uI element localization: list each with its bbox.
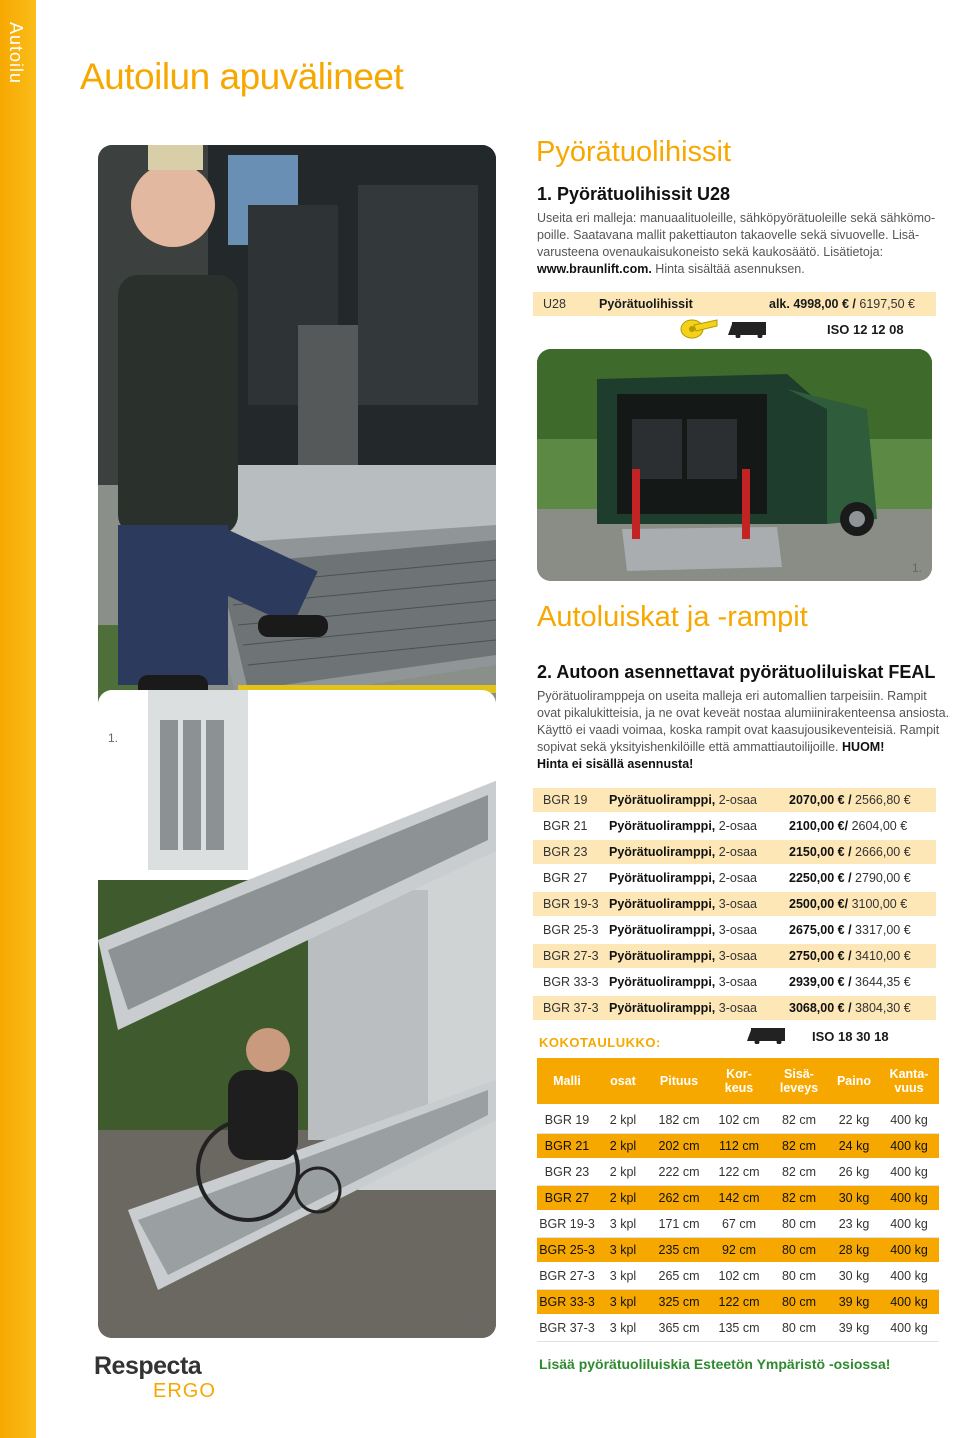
spec-table-cell: 24 kg xyxy=(838,1139,870,1153)
spec-table-cell: 2 kpl xyxy=(609,1165,637,1179)
spec-table-cell: 92 cm xyxy=(721,1243,757,1257)
spec-table-row xyxy=(537,1290,939,1314)
logo-ergo: ERGO xyxy=(153,1380,216,1402)
spec-table-cell: 222 cm xyxy=(658,1165,700,1179)
col-header: Paino xyxy=(836,1074,872,1088)
spec-table-cell: 112 cm xyxy=(718,1139,760,1153)
spec-table-cell: 23 kg xyxy=(838,1217,870,1231)
van-icon xyxy=(728,320,766,343)
price-row: BGR 37-3 Pyörätuoliramppi, 3-osaa 3068,00 € / 3804,30 € xyxy=(533,996,936,1020)
spec-table-cell: 325 cm xyxy=(658,1295,700,1309)
section-title-ramps: Autoluiskat ja -rampit xyxy=(537,601,808,633)
spec-table-cell: BGR 37-3 xyxy=(539,1321,595,1335)
ramps-description: Pyörätuoliramppeja on useita malleja eri automallien tarpeisiin. Rampit ovat pikalukitteisia, ja ne ovat keveät nostaa alumiinirakenteensa ansiosta. Käyttö ei vaadi voimaa, koska rampit ovat kaasujousikeventeisiä. Rampit sopivat sekä yksityishenkilöille että ammattiautoilijoille. HUOM! Hinta ei sisällä asennusta! xyxy=(537,689,950,771)
spec-table-cell: 102 cm xyxy=(718,1269,760,1283)
spec-table-cell: 365 cm xyxy=(658,1321,700,1335)
col-header: osat xyxy=(610,1074,636,1088)
spec-table-cell: 3 kpl xyxy=(609,1295,637,1309)
spec-table-row xyxy=(537,1212,939,1236)
spec-table-cell: BGR 27 xyxy=(544,1191,590,1205)
spec-table-cell: 2 kpl xyxy=(609,1139,637,1153)
photo-van-label: 1. xyxy=(912,561,923,575)
price-row: BGR 19 Pyörätuoliramppi, 2-osaa 2070,00 € / 2566,80 € xyxy=(533,788,936,812)
col-header: Kor- keus xyxy=(724,1067,754,1095)
spec-table-cell: 2 kpl xyxy=(609,1113,637,1127)
spec-table-row xyxy=(537,1108,939,1132)
iso-code-lifts: ISO 12 12 08 xyxy=(827,322,904,337)
col-header: Sisä- leveys xyxy=(779,1067,819,1095)
installation-note: Hinta ei sisällä asennusta! xyxy=(537,757,694,771)
price-row: BGR 21 Pyörätuoliramppi, 2-osaa 2100,00 €/ 2604,00 € xyxy=(543,819,908,833)
price-row: BGR 27-3 Pyörätuoliramppi, 3-osaa 2750,00 € / 3410,00 € xyxy=(533,944,936,968)
spec-table-cell: 67 cm xyxy=(721,1217,757,1231)
spec-table-cell: 39 kg xyxy=(838,1295,870,1309)
side-tab-strip xyxy=(0,0,36,1438)
spec-table-cell: BGR 19-3 xyxy=(539,1217,595,1231)
iso-code-ramps: ISO 18 30 18 xyxy=(812,1029,889,1044)
spec-table-cell: 400 kg xyxy=(890,1139,928,1153)
spec-table-cell: 2 kpl xyxy=(609,1191,637,1205)
lift-photo-illustration xyxy=(98,145,496,765)
lifts-price-row: U28 Pyörätuolihissit alk. 4998,00 € / 6197,50 € xyxy=(533,292,936,316)
price-row: BGR 33-3 Pyörätuoliramppi, 3-osaa 2939,00 € / 3644,35 € xyxy=(543,975,911,989)
spec-table-cell: 3 kpl xyxy=(609,1217,637,1231)
spec-table-row xyxy=(537,1134,939,1158)
spec-table-cell: BGR 33-3 xyxy=(539,1295,595,1309)
spec-table-row xyxy=(537,1316,939,1340)
lifts-description: Useita eri malleja: manuaalituoleille, sähköpyörätuoleille sekä sähkömo- poille. Saatavana mallit pakettiauton takaovelle sekä sivuovelle. Lisä- varusteena ovenaukaisukoneisto sekä kaukosäätö. Lisätietoja: www.braunlift.com. Hinta sisältää asennuksen. xyxy=(537,211,936,276)
section-title-lifts: Pyörätuolihissit xyxy=(536,136,732,168)
spec-table-cell: 122 cm xyxy=(718,1295,760,1309)
van-icon xyxy=(747,1026,785,1049)
spec-table-cell: 400 kg xyxy=(890,1191,928,1205)
photo-lift-label: 1. xyxy=(108,731,119,745)
spec-table-row xyxy=(537,1186,939,1210)
price-row: BGR 23 Pyörätuoliramppi, 2-osaa 2150,00 € / 2666,00 € xyxy=(533,840,936,864)
col-header: Pituus xyxy=(659,1074,699,1088)
photo-ramp-label: 2. xyxy=(469,1316,480,1330)
spec-table-cell: 400 kg xyxy=(890,1217,928,1231)
spec-table-row xyxy=(537,1264,939,1288)
spec-table-cell: 400 kg xyxy=(890,1269,928,1283)
photo-ramp xyxy=(98,690,496,1338)
spec-table-cell: 82 cm xyxy=(781,1113,817,1127)
spec-table-cell: 265 cm xyxy=(658,1269,700,1283)
spec-table-cell: 82 cm xyxy=(781,1139,817,1153)
spec-table-cell: 80 cm xyxy=(781,1217,817,1231)
spec-table-cell: 235 cm xyxy=(658,1243,700,1257)
spec-table-cell: BGR 23 xyxy=(544,1165,590,1179)
spec-table-cell: 400 kg xyxy=(890,1165,928,1179)
spec-table-cell: 30 kg xyxy=(838,1269,870,1283)
spec-table-cell: 400 kg xyxy=(890,1321,928,1335)
photo-wheelchair-lift xyxy=(98,145,496,765)
logo-respecta: Respecta xyxy=(94,1352,202,1380)
col-header: Kanta- vuus xyxy=(889,1067,929,1095)
spec-table-cell: 82 cm xyxy=(781,1191,817,1205)
price-row: BGR 19-3 Pyörätuoliramppi, 3-osaa 2500,00 €/ 3100,00 € xyxy=(533,892,936,916)
spec-table-cell: 28 kg xyxy=(838,1243,870,1257)
spec-table-cell: 135 cm xyxy=(718,1321,760,1335)
spec-table-cell: 142 cm xyxy=(718,1191,760,1205)
heading-ramps: 2. Autoon asennettavat pyörätuoliluiskat FEAL xyxy=(537,662,936,682)
spec-table-cell: 3 kpl xyxy=(609,1269,637,1283)
spec-table-cell: 22 kg xyxy=(838,1113,870,1127)
spec-table-cell: 182 cm xyxy=(658,1113,700,1127)
braunlift-link[interactable]: www.braunlift.com. xyxy=(537,262,652,276)
price-row: BGR 27 Pyörätuoliramppi, 2-osaa 2250,00 € / 2790,00 € xyxy=(543,871,911,885)
spec-table-cell: 80 cm xyxy=(781,1243,817,1257)
spec-table-cell: 3 kpl xyxy=(609,1321,637,1335)
spec-table-header xyxy=(537,1058,939,1104)
size-table-label: KOKOTAULUKKO: xyxy=(539,1035,661,1050)
van-photo-illustration xyxy=(537,349,932,581)
spec-table-cell: BGR 21 xyxy=(544,1139,590,1153)
spec-table-cell: 202 cm xyxy=(658,1139,700,1153)
spec-table-row xyxy=(537,1160,939,1184)
spec-table-cell: 3 kpl xyxy=(609,1243,637,1257)
spec-table-cell: 80 cm xyxy=(781,1269,817,1283)
page-title: Autoilun apuvälineet xyxy=(80,56,404,97)
spec-table-cell: 102 cm xyxy=(718,1113,760,1127)
photo-van-lift xyxy=(537,349,932,581)
spec-table-cell: 400 kg xyxy=(890,1113,928,1127)
heading-lifts: 1. Pyörätuolihissit U28 xyxy=(537,184,731,204)
row-divider xyxy=(537,1341,939,1342)
spec-table-cell: 30 kg xyxy=(838,1191,870,1205)
col-header: Malli xyxy=(553,1074,581,1088)
spec-table-cell: BGR 25-3 xyxy=(539,1243,595,1257)
spec-table-cell: 171 cm xyxy=(658,1217,700,1231)
footer-link[interactable]: Lisää pyörätuoliluiskia Esteetön Ympäristö -osiossa! xyxy=(539,1356,891,1372)
spec-table-cell: 122 cm xyxy=(718,1165,760,1179)
spec-table-cell: 80 cm xyxy=(781,1321,817,1335)
spec-table-cell: 400 kg xyxy=(890,1295,928,1309)
ramp-photo-illustration xyxy=(98,690,496,1338)
spec-table-cell: 262 cm xyxy=(658,1191,700,1205)
measuring-tape-icon xyxy=(680,317,718,346)
price-row: BGR 25-3 Pyörätuoliramppi, 3-osaa 2675,00 € / 3317,00 € xyxy=(543,923,911,937)
spec-table-cell: 26 kg xyxy=(838,1165,870,1179)
side-tab-label: Autoilu xyxy=(6,22,26,85)
spec-table-cell: 82 cm xyxy=(781,1165,817,1179)
spec-table-cell: BGR 19 xyxy=(544,1113,590,1127)
spec-table-cell: 80 cm xyxy=(781,1295,817,1309)
spec-table-cell: 400 kg xyxy=(890,1243,928,1257)
spec-table-cell: BGR 27-3 xyxy=(539,1269,595,1283)
spec-table-row xyxy=(537,1238,939,1262)
spec-table-cell: 39 kg xyxy=(838,1321,870,1335)
